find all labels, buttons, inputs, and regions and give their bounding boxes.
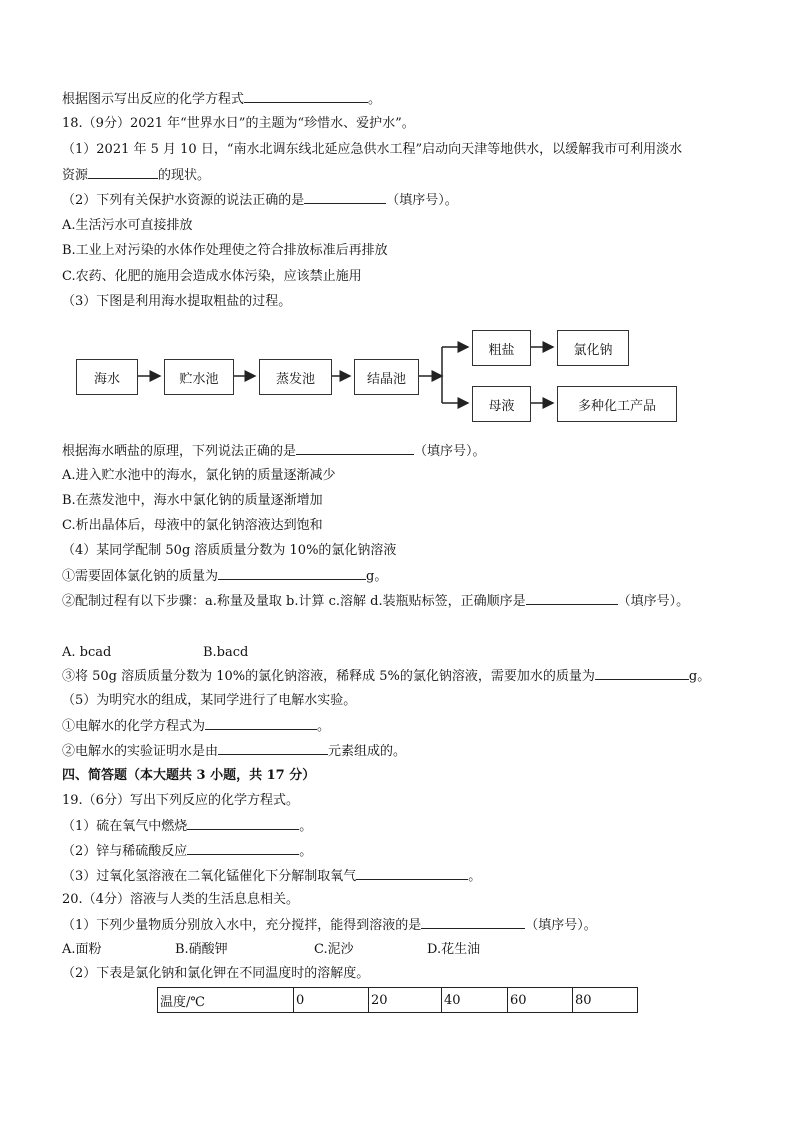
- q18-p2-option-c: C.农药、化肥的施用会造成水体污染，应该禁止施用: [62, 269, 362, 284]
- q18-p4: （4）某同学配制 50g 溶质质量分数为 10%的氯化钠溶液: [62, 543, 397, 558]
- flow-box-crude-salt: 粗盐: [472, 330, 531, 366]
- q20-p2: （2）下表是氯化钠和氯化钾在不同温度时的溶解度。: [62, 966, 370, 981]
- flow-box-crystallization-pool: 结晶池: [354, 359, 419, 395]
- salt-flow-diagram: [60, 320, 700, 440]
- q19-item-3: （3）过氧化氢溶液在二氧化锰催化下分解制取氧气 。: [62, 869, 482, 884]
- table-header-cell: 40: [442, 988, 508, 1013]
- q18-p4-3: ③将 50g 溶质质量分数为 10%的氯化钠溶液，稀释成 5%的氯化钠溶液，需要加水的质量为 g。: [62, 669, 711, 684]
- flow-box-sodium-chloride: 氯化钠: [557, 330, 629, 366]
- q18-p3: （3）下图是利用海水提取粗盐的过程。: [62, 294, 292, 309]
- table-header-cell: 60: [508, 988, 573, 1013]
- q19-item-1: （1）硫在氧气中燃烧 。: [62, 819, 313, 834]
- answer-blank[interactable]: [218, 742, 328, 755]
- answer-blank[interactable]: [187, 817, 299, 830]
- q20-header: 20.（4分）溶液与人类的生活息息相关。: [62, 892, 299, 907]
- q20-p1: （1）下列少量物质分别放入水中，充分搅拌，能得到溶液的是 （填序号）。: [62, 918, 597, 933]
- q18-p4-2-option-a: A. bcad: [62, 645, 112, 660]
- solubility-table: [157, 987, 638, 1013]
- table-header-cell: 80: [573, 988, 638, 1013]
- answer-blank[interactable]: [304, 191, 386, 204]
- flow-box-evaporation-pool: 蒸发池: [259, 359, 332, 395]
- q18-p5-1: ①电解水的化学方程式为 。: [62, 719, 331, 734]
- flow-box-storage-pool: 贮水池: [164, 359, 234, 395]
- flow-box-chemical-products: 多种化工产品: [557, 386, 677, 422]
- q18-p1-line2: 资源 的现状。: [62, 168, 211, 183]
- answer-blank[interactable]: [296, 442, 414, 455]
- answer-blank[interactable]: [356, 867, 468, 880]
- section-4-heading: 四、简答题（本大题共 3 小题，共 17 分）: [62, 768, 316, 783]
- table-header-cell: 20: [369, 988, 442, 1013]
- q18-p2-option-b: B.工业上对污染的水体作处理使之符合排放标准后再排放: [62, 243, 388, 258]
- q18-p5-2: ②电解水的实验证明水是由 元素组成的。: [62, 744, 407, 759]
- q19-header: 19.（6分）写出下列反应的化学方程式。: [62, 793, 299, 808]
- q18-p4-1: ①需要固体氯化钠的质量为 g。: [62, 569, 388, 584]
- answer-blank[interactable]: [526, 592, 618, 605]
- top-line: 根据图示写出反应的化学方程式 。: [62, 92, 382, 107]
- answer-blank[interactable]: [88, 166, 158, 179]
- q20-option-c: C.泥沙: [314, 942, 354, 957]
- q20-option-b: B.硝酸钾: [175, 942, 228, 957]
- q18-p2: （2）下列有关保护水资源的说法正确的是 （填序号）。: [62, 193, 458, 208]
- q18-p4-2: ②配制过程有以下步骤：a.称量及量取 b.计算 c.溶解 d.装瓶贴标签，正确顺序是 （填序号）。: [62, 594, 690, 609]
- q20-option-a: A.面粉: [62, 942, 102, 957]
- table-header-cell: 温度/℃: [158, 988, 294, 1013]
- answer-blank[interactable]: [421, 916, 525, 929]
- q18-p3-option-a: A.进入贮水池中的海水，氯化钠的质量逐渐减少: [62, 468, 336, 483]
- q18-p3-question: 根据海水晒盐的原理，下列说法正确的是 （填序号）。: [62, 444, 486, 459]
- answer-blank[interactable]: [244, 90, 368, 103]
- answer-blank[interactable]: [595, 667, 689, 680]
- q18-p4-2-option-b: B.bacd: [203, 645, 249, 660]
- q18-p2-option-a: A.生活污水可直接排放: [62, 218, 193, 233]
- flow-box-seawater: 海水: [76, 359, 138, 395]
- q18-p1-line1: （1）2021 年 5 月 10 日，“南水北调东线北延应急供水工程”启动向天津等地供水，以缓解我市可利用淡水: [62, 142, 683, 157]
- answer-blank[interactable]: [187, 842, 299, 855]
- answer-blank[interactable]: [205, 717, 317, 730]
- q19-item-2: （2）锌与稀硫酸反应 。: [62, 844, 313, 859]
- q20-option-d: D.花生油: [427, 942, 481, 957]
- answer-blank[interactable]: [218, 567, 366, 580]
- q18-p3-option-c: C.析出晶体后，母液中的氯化钠溶液达到饱和: [62, 518, 323, 533]
- flow-box-mother-liquor: 母液: [472, 386, 531, 422]
- q18-header: 18.（9分）2021 年“世界水日”的主题为“珍惜水、爱护水”。: [62, 116, 415, 131]
- table-row: [158, 988, 638, 1013]
- q18-p5: （5）为明究水的组成，某同学进行了电解水实验。: [62, 693, 357, 708]
- table-header-cell: 0: [294, 988, 369, 1013]
- q18-p3-option-b: B.在蒸发池中，海水中氯化钠的质量逐渐增加: [62, 493, 323, 508]
